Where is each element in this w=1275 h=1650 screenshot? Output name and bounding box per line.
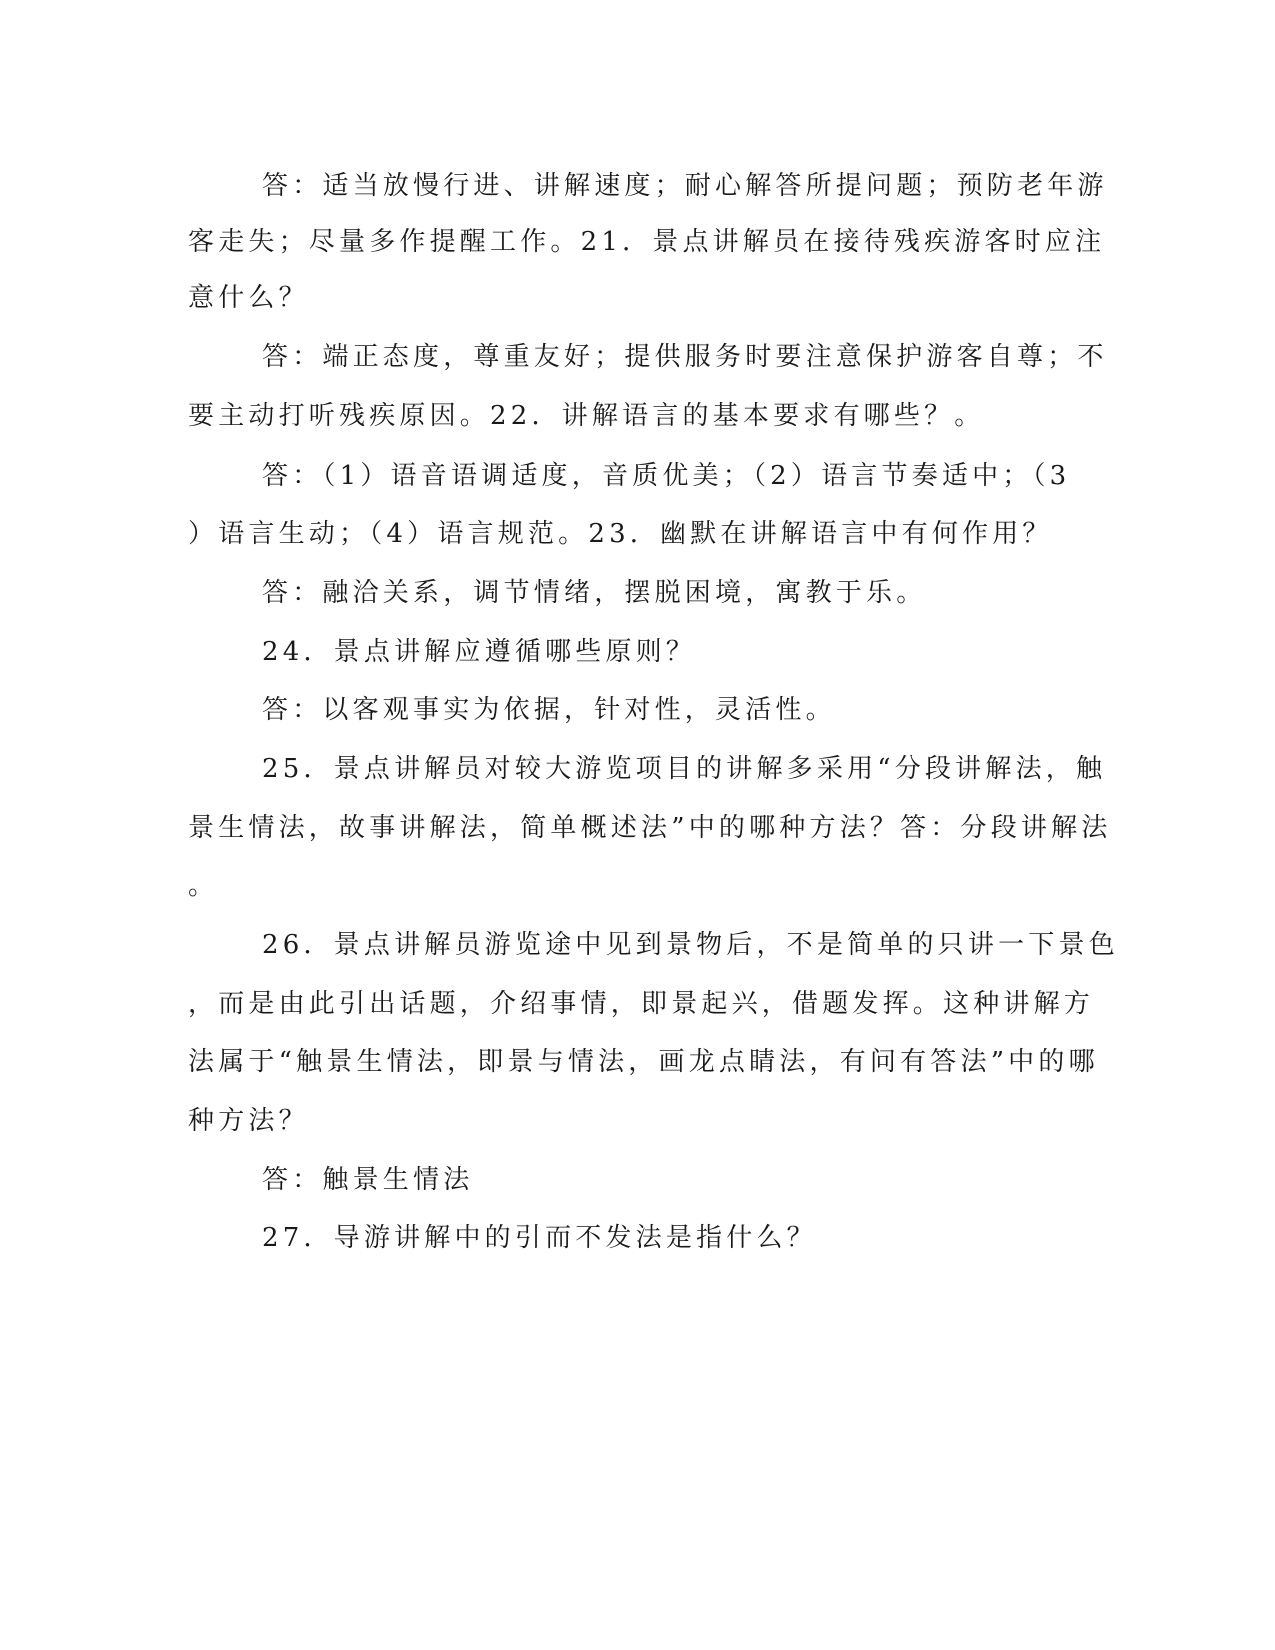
question-26-line-4: 种方法？ <box>188 1106 309 1136</box>
answer-22-line-2-question-23: ）语言生动；（4）语言规范。23．幽默在讲解语言中有何作用？ <box>188 519 1053 549</box>
question-25-line-2: 景生情法，故事讲解法，简单概述法”中的哪种方法？答：分段讲解法 <box>188 813 1112 843</box>
answer-23: 答：融洽关系，调节情绪，摆脱困境，寓教于乐。 <box>262 578 927 608</box>
question-25-line-3: 。 <box>188 871 219 901</box>
answer-21-line-2-question-22: 要主动打听残疾原因。22．讲解语言的基本要求有哪些？。 <box>188 401 985 431</box>
answer-26: 答：触景生情法 <box>262 1165 474 1195</box>
question-26-line-3: 法属于“触景生情法，即景与情法，画龙点睛法，有问有答法”中的哪 <box>188 1047 1099 1077</box>
question-27: 27．导游讲解中的引而不发法是指什么？ <box>262 1223 817 1253</box>
answer-24: 答：以客观事实为依据，针对性，灵活性。 <box>262 695 836 725</box>
question-26-line-1: 26．景点讲解员游览途中见到景物后，不是简单的只讲一下景色 <box>262 930 1119 960</box>
question-26-line-2: ，而是由此引出话题，介绍事情，即景起兴，借题发挥。这种讲解方 <box>188 989 1095 1019</box>
answer-20-line-1: 答：适当放慢行进、讲解速度；耐心解答所提问题；预防老年游 <box>262 171 1108 201</box>
question-24: 24．景点讲解应遵循哪些原则？ <box>262 637 697 667</box>
answer-20-line-2-question-21: 客走失；尽量多作提醒工作。21．景点讲解员在接待残疾游客时应注 <box>188 227 1106 257</box>
answer-21-line-1: 答：端正态度，尊重友好；提供服务时要注意保护游客自尊；不 <box>262 342 1108 372</box>
question-21-line-2: 意什么？ <box>188 283 309 313</box>
answer-22-line-1: 答：（1）语音语调适度，音质优美；（2）语言节奏适中；（3 <box>262 461 1071 491</box>
question-25-line-1: 25．景点讲解员对较大游览项目的讲解多采用“分段讲解法，触 <box>262 754 1107 784</box>
